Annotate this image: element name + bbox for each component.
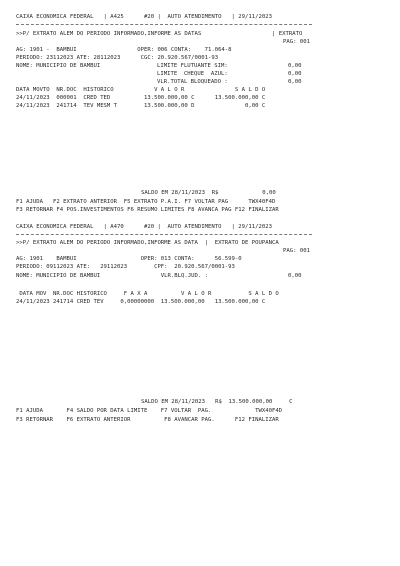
limite-cheque-label: LIMITE CHEQUE AZUL: xyxy=(157,71,228,77)
screen-1-nome-line: NOME: MUNICIPIO DE BAMBUI xyxy=(16,63,101,69)
screen-1-function-keys-row-2: F3 RETORNAR F4 POS.INVESTIMENTOS F6 RESUMO LIMITES F8 AVANCA PAG F12 FINALIZAR xyxy=(16,207,279,213)
screen-1-function-keys-row-1: F1 AJUDA F2 EXTRATO ANTERIOR F5 EXTRATO P.A.I. F7 VOLTAR PAG TWX40F4D xyxy=(16,199,276,205)
divider xyxy=(16,24,312,25)
screen-2-column-headers: DATA MOV NR.DOC HISTORICO F A X A V A L O R S A L D O xyxy=(16,291,279,297)
screen-2-nome-line: NOME: MUNICIPIO DE BAMBUI VLR.BLQ.JUD. : xyxy=(16,273,208,279)
screen-1-ag-line: AG: 1901 - BAMBUI OPER: 006 CONTA: 71.064-8 xyxy=(16,47,232,53)
screen-2-saldo-line: SALDO EM 28/11/2023 R$ 13.500.000,00 C xyxy=(141,399,293,405)
vlr-total-bloqueado-label: VLR.TOTAL BLOQUEADO : xyxy=(157,79,228,85)
table-row: 24/11/2023 000001 CRED TED 13.500.000,00 C 13.500.000,00 C xyxy=(16,95,266,101)
vlr-blq-jud-value: 0,00 xyxy=(288,273,302,279)
screen-1-column-headers: DATA MOVTO NR.DOC HISTORICO V A L O R S A L D O xyxy=(16,87,266,93)
screen-1-doc-type: | EXTRATO xyxy=(272,31,303,37)
limite-cheque-value: 0,00 xyxy=(288,71,302,77)
screen-1-page: PAG: 001 xyxy=(283,39,310,45)
screen-2-function-keys-row-1: F1 AJUDA F4 SALDO POR DATA LIMITE F7 VOLTAR PAG. TWX40F4D xyxy=(16,408,283,414)
table-row: 24/11/2023 241714 CRED TEV 0,00000000 13.500.000,00 13.500.000,00 C xyxy=(16,299,266,305)
limite-flutuante-label: LIMITE FLUTUANTE SIM: xyxy=(157,63,228,69)
table-row: 24/11/2023 241714 TEV MESM T 13.500.000,00 D 0,00 C xyxy=(16,103,266,109)
screen-2-subtitle: >>P/ EXTRATO ALEM DO PERIODO INFORMADO,INFORME AS DATA | EXTRATO DE POUPANCA xyxy=(16,240,279,246)
screen-2-ag-line: AG: 1901 BAMBUI OPER: 013 CONTA: 56.599-0 xyxy=(16,256,242,262)
screen-1-periodo-line: PERIODO: 23112023 ATE: 28112023 CGC: 20.920.567/0001-93 xyxy=(16,55,219,61)
screen-2-function-keys-row-2: F3 RETORNAR F6 EXTRATO ANTERIOR F8 AVANCAR PAG. F12 FINALIZAR xyxy=(16,417,279,423)
limite-flutuante-value: 0,00 xyxy=(288,63,302,69)
screen-1-saldo-line: SALDO EM 28/11/2023 R$ 0,00 xyxy=(141,190,276,196)
screen-1-header: CAIXA ECONOMICA FEDERAL | A425 #20 | AUTO ATENDIMENTO | 29/11/2023 xyxy=(16,14,272,20)
screen-2-header: CAIXA ECONOMICA FEDERAL | A470 #20 | AUTO ATENDIMENTO | 29/11/2023 xyxy=(16,224,272,230)
divider xyxy=(16,234,312,235)
screen-2-page: PAG: 001 xyxy=(283,248,310,254)
screen-2-periodo-line: PERIODO: 09112023 ATE: 29112023 CPF: 20.920.567/0001-93 xyxy=(16,264,235,270)
vlr-total-bloqueado-value: 0,00 xyxy=(288,79,302,85)
screen-1-subtitle: >>P/ EXTRATO ALEM DO PERIODO INFORMADO,INFORME AS DATAS xyxy=(16,31,202,37)
